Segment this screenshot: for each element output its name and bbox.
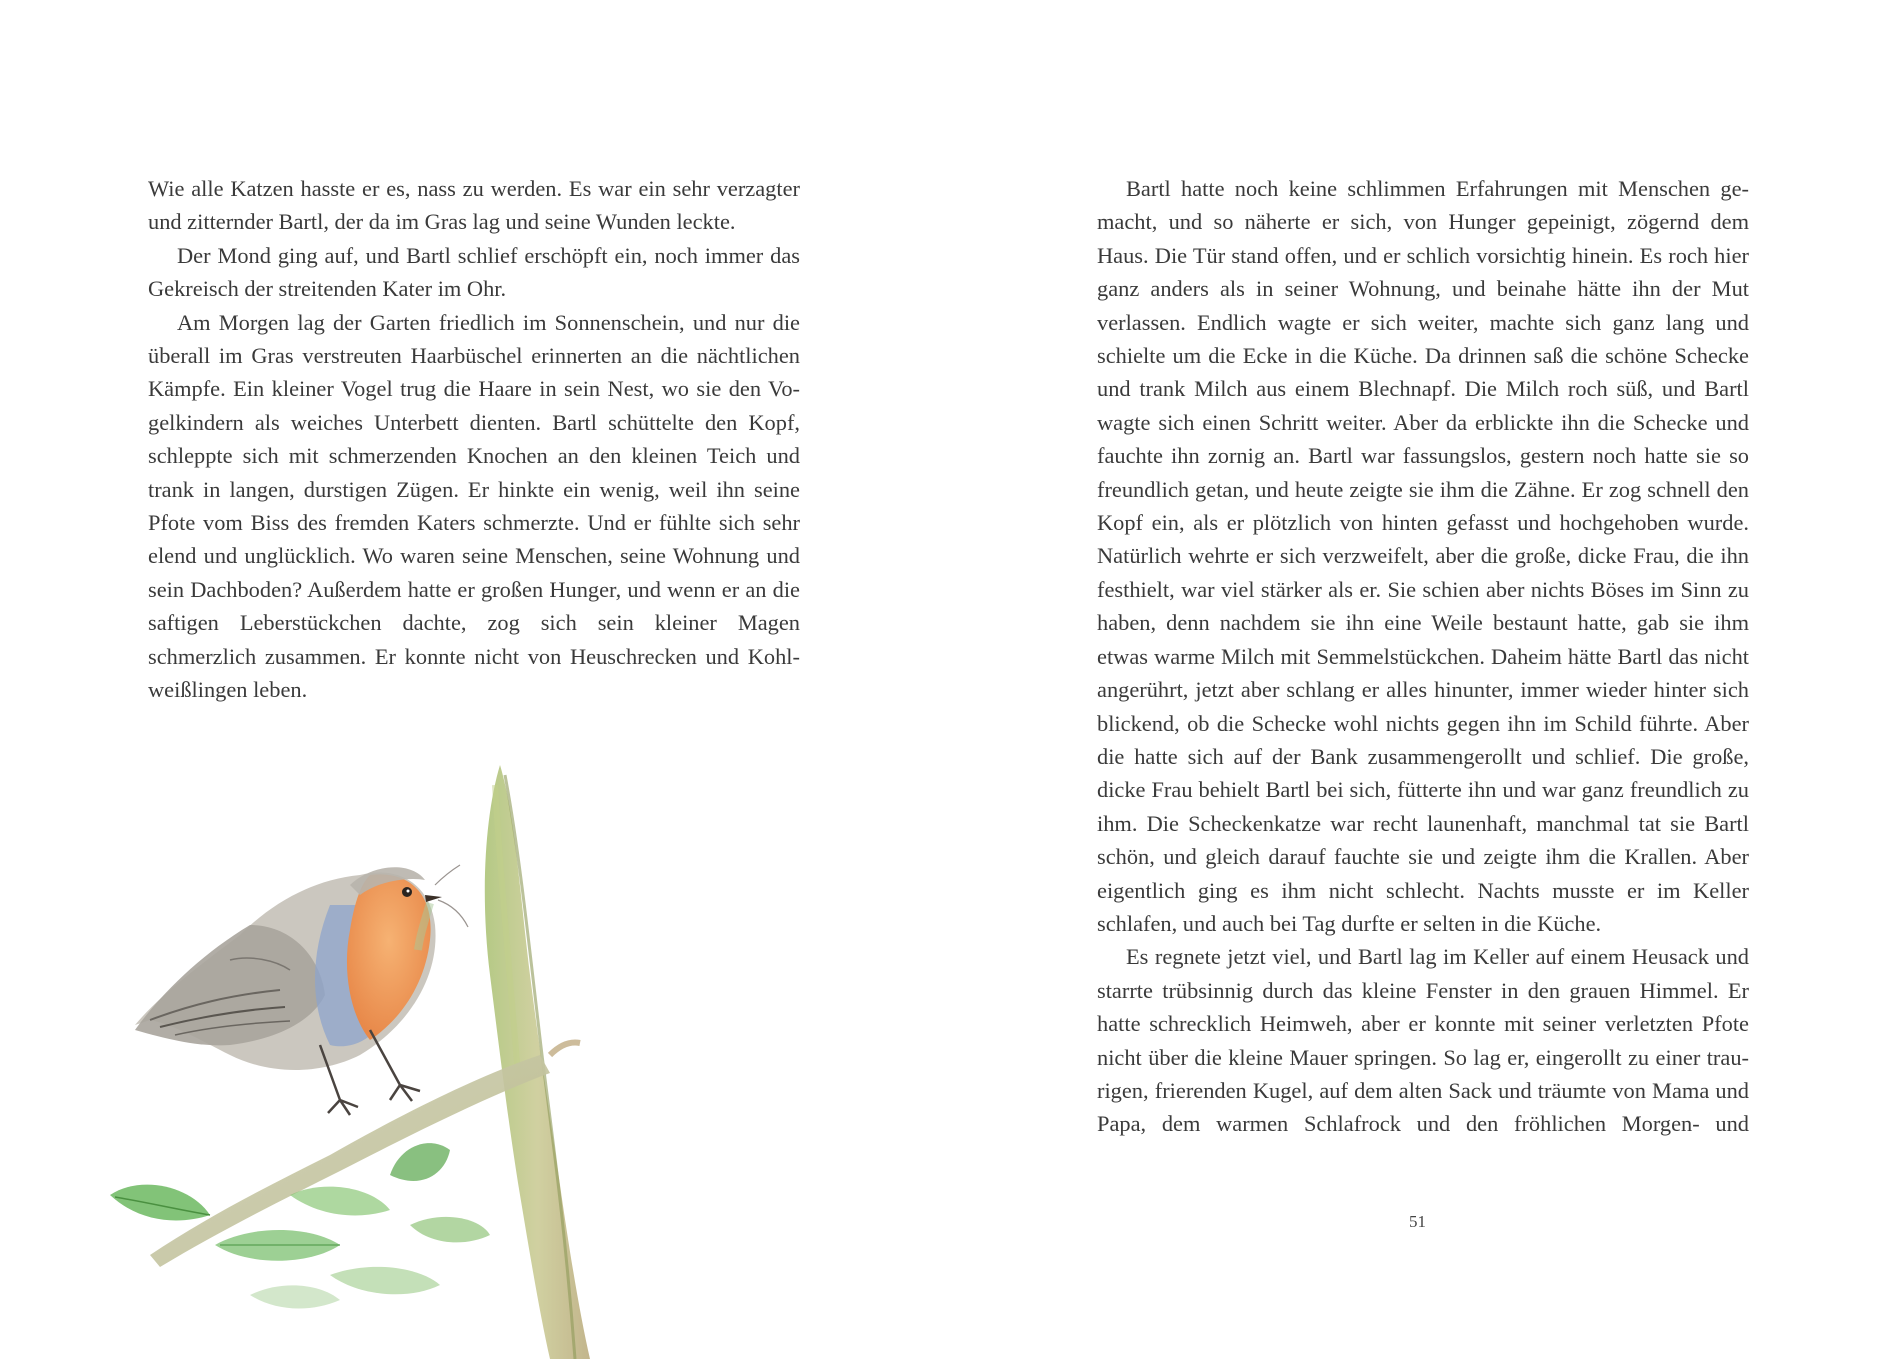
leaf-icon	[290, 1187, 390, 1216]
leaf-icon	[250, 1285, 340, 1308]
robin-breast	[347, 874, 431, 1040]
right-page-text	[1097, 172, 1749, 1141]
paragraph: Am Morgen lag der Garten friedlich im Sonnenschein, und nur die überall im Gras verstreuten Haarbüschel erinnerten an die nächtlichen Kämpfe. Ein kleiner Vogel trug die Haare in sein Nest, wo sie den Vogelkindern als weiches Unterbett dienten. Bartl schüttelte den Kopf, schleppte sich mit schmerzenden Knochen an den kleinen Teich und trank in langen, durstigen Zügen. Er hinkte ein wenig, weil ihn seine Pfote vom Biss des fremden Katers schmerzte. Und er fühlte sich sehr elend und unglücklich. Wo waren seine Menschen, seine Wohnung und sein Dachboden? Außerdem hatte er großen Hunger, und wenn er an die saftigen Leberstückchen dachte, zog sich sein kleiner Magen schmerzlich zusammen. Er konnte nicht von Heuschrecken und Kohlweißlingen leben.	[148, 309, 800, 703]
leaf-icon	[390, 1143, 450, 1181]
paragraph: Es regnete jetzt viel, und Bartl lag im Keller auf einem Heusack und starrte trübsinnig durch das kleine Fenster in den grauen Himmel. Er hatte schrecklich Heimweh, aber er konnte mit seiner verletzten Pfote nicht über die kleine Mauer springen. So lag er, eingerollt zu einer traurigen, frierenden Kugel, auf dem alten Sack und träumte von Mama und Papa, dem warmen Schlafrock und den fröhlichen Morgen- und	[1097, 944, 1749, 1137]
branch-side	[150, 1055, 550, 1267]
left-page-text	[148, 172, 800, 707]
robin-illustration	[80, 755, 700, 1359]
paragraph: Wie alle Katzen hasste er es, nass zu werden. Es war ein sehr verzagter und zitternder Bartl, der da im Gras lag und seine Wunden leckte.	[148, 176, 800, 235]
leaf-icon	[410, 1217, 490, 1243]
page-number	[945, 1212, 1890, 1232]
paragraph: Bartl hatte noch keine schlimmen Erfahrungen mit Menschen gemacht, und so näherte er sich, von Hunger gepeinigt, zögernd dem Haus. Die Tür stand offen, und er schlich vorsichtig hinein. Es roch hier ganz anders als in seiner Wohnung, und beinahe hätte ihn der Mut verlassen. Endlich wagte er sich weiter, machte sich ganz lang und schielte um die Ecke in die Küche. Da drinnen saß die schöne Schecke und trank Milch aus einem Blechnapf. Die Milch roch süß, und Bartl wagte sich einen Schritt weiter. Aber da erblickte ihn die Schecke und fauchte ihn zornig an. Bartl war fassungslos, gestern noch hatte sie so freundlich getan, und heute zeigte sie ihm die Zähne. Er zog schnell den Kopf ein, als er plötzlich von hinten gefasst und hochgehoben wurde. Natürlich wehrte er sich verzweifelt, aber die große, dicke Frau, die ihn festhielt, war viel stärker als er. Sie schien aber nichts Böses im Sinn zu haben, denn nachdem sie ihn eine Weile bestaunt hatte, gab sie ihm etwas warme Milch mit Semmelstückchen. Daheim hätte Bartl das nicht angerührt, jetzt aber schlang er alles hinunter, immer wieder hinter sich blickend, ob die Schecke wohl nichts gegen ihn im Schild führte. Aber die hatte sich auf der Bank zusammengerollt und schlief. Die große, dicke Frau behielt Bartl bei sich, fütterte ihn und war ganz freundlich zu ihm. Die Scheckenkatze war recht launenhaft, manchmal tat sie Bartl schön, und gleich darauf fauchte sie und zeigte ihm die Krallen. Aber eigentlich ging es ihm nicht schlecht. Nachts musste er im Keller schlafen, und auch bei Tag durfte er selten in die Küche.	[1097, 176, 1749, 936]
right-page	[945, 0, 1890, 1359]
leaf-icon	[330, 1267, 440, 1294]
paragraph: Der Mond ging auf, und Bartl schlief erschöpft ein, noch immer das Gekreisch der streitenden Kater im Ohr.	[148, 242, 800, 302]
page-number-label: 51	[1409, 1212, 1426, 1231]
leaf-icon	[110, 1185, 210, 1221]
